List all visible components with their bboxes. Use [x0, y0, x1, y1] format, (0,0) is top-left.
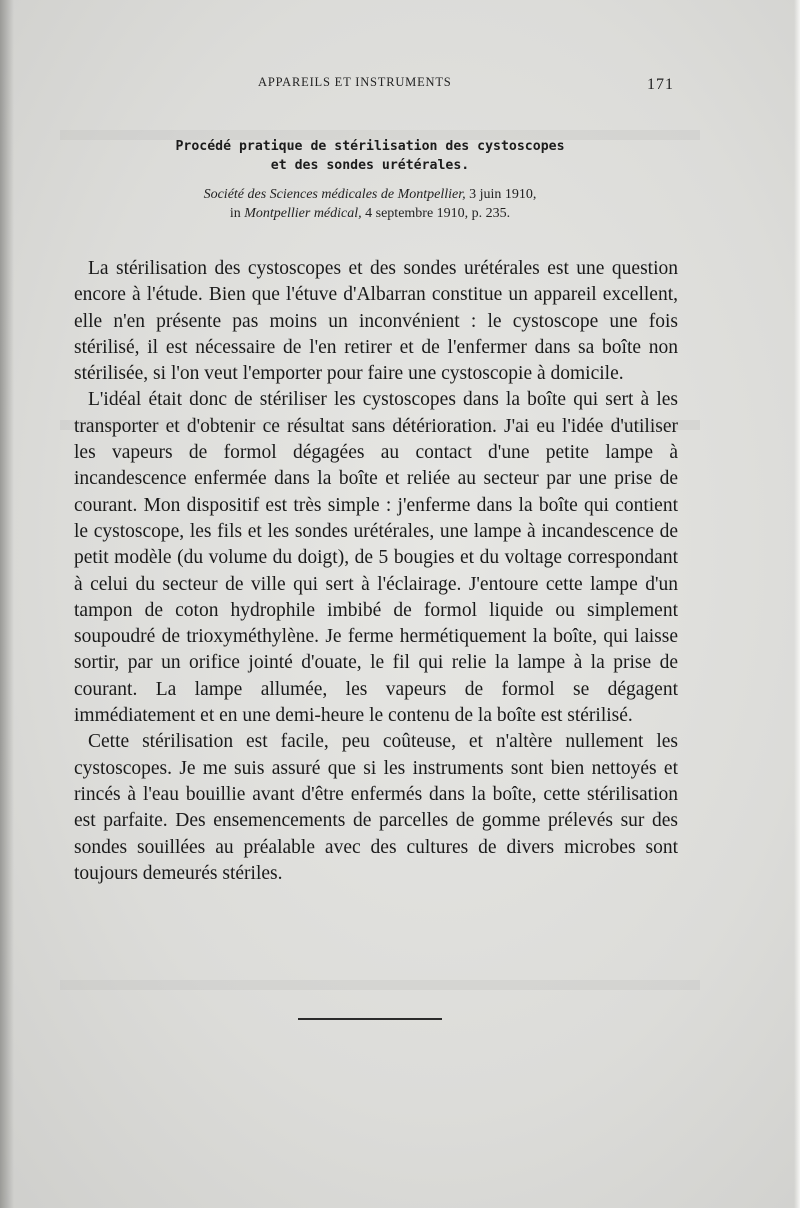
source-in: in	[229, 206, 245, 221]
article-title	[120, 137, 620, 175]
article-title-line-1: Procédé pratique de stérilisation des cystoscopes	[175, 139, 565, 154]
article-source	[120, 185, 620, 223]
page-edge	[794, 0, 800, 1208]
source-citation: 4 septembre 1910, p. 235.	[361, 206, 511, 221]
source-date: 3 juin 1910,	[465, 187, 537, 202]
article-title-line-2: et des sondes urétérales.	[270, 158, 470, 173]
show-through-band	[60, 980, 700, 990]
source-society: Société des Sciences médicales de Montpellier,	[203, 187, 466, 202]
article-body	[74, 256, 678, 887]
source-line-2	[120, 204, 620, 223]
paragraph: Cette stérilisation est facile, peu coûteuse, et n'altère nullement les cystoscopes. Je me suis assuré que si les instruments sont bien nettoyés et rincés à l'eau bouillie avant d'être enfermés dans la boîte, cette stérilisation est parfaite. Des ensemencements de parcelles de gomme prélevés sur des sondes souillées au préalable avec des cultures de divers microbes sont toujours demeurés stériles.	[74, 731, 678, 884]
source-journal: Montpellier médical,	[244, 206, 362, 221]
source-line-1	[120, 185, 620, 204]
page-number: 171	[647, 76, 674, 93]
paragraph: La stérilisation des cystoscopes et des sondes urétérales est une question encore à l'étude. Bien que l'étuve d'Albarran constitue un appareil excellent, elle n'en présente pas moins un inconvénient : le cystoscope une fois stérilisé, il est nécessaire de l'en retirer et de l'enfermer dans sa boîte non stérilisée, si l'on veut l'emporter pour faire une cystoscopie à domicile.	[74, 258, 678, 385]
page-gutter-shadow	[0, 0, 14, 1208]
end-of-article-rule	[298, 1018, 442, 1020]
paragraph: L'idéal était donc de stériliser les cystoscopes dans la boîte qui sert à les transporter et d'obtenir ce résultat sans détérioration. J'ai eu l'idée d'utiliser les vapeurs de formol dégagées au contact d'une petite lampe à incandescence enfermée dans la boîte et reliée au secteur par une prise de courant. Mon dispositif est très simple : j'enferme dans la boîte qui contient le cystoscope, les fils et les sondes urétérales, une lampe à incandescence de petit modèle (du volume du doigt), de 5 bougies et du voltage correspondant à celui du secteur de ville qui sert à l'éclairage. J'entoure cette lampe d'un tampon de coton hydrophile imbibé de formol liquide ou simplement soupoudré de trioxyméthylène. Je ferme hermétiquement la boîte, qui laisse sortir, par un orifice jointé d'ouate, le fil qui relie la lampe à la prise de courant. La lampe allumée, les vapeurs de formol se dégagent immédiatement et en une demi-heure le contenu de la boîte est stérilisé.	[74, 389, 678, 727]
running-head: APPAREILS ET INSTRUMENTS	[258, 75, 452, 89]
